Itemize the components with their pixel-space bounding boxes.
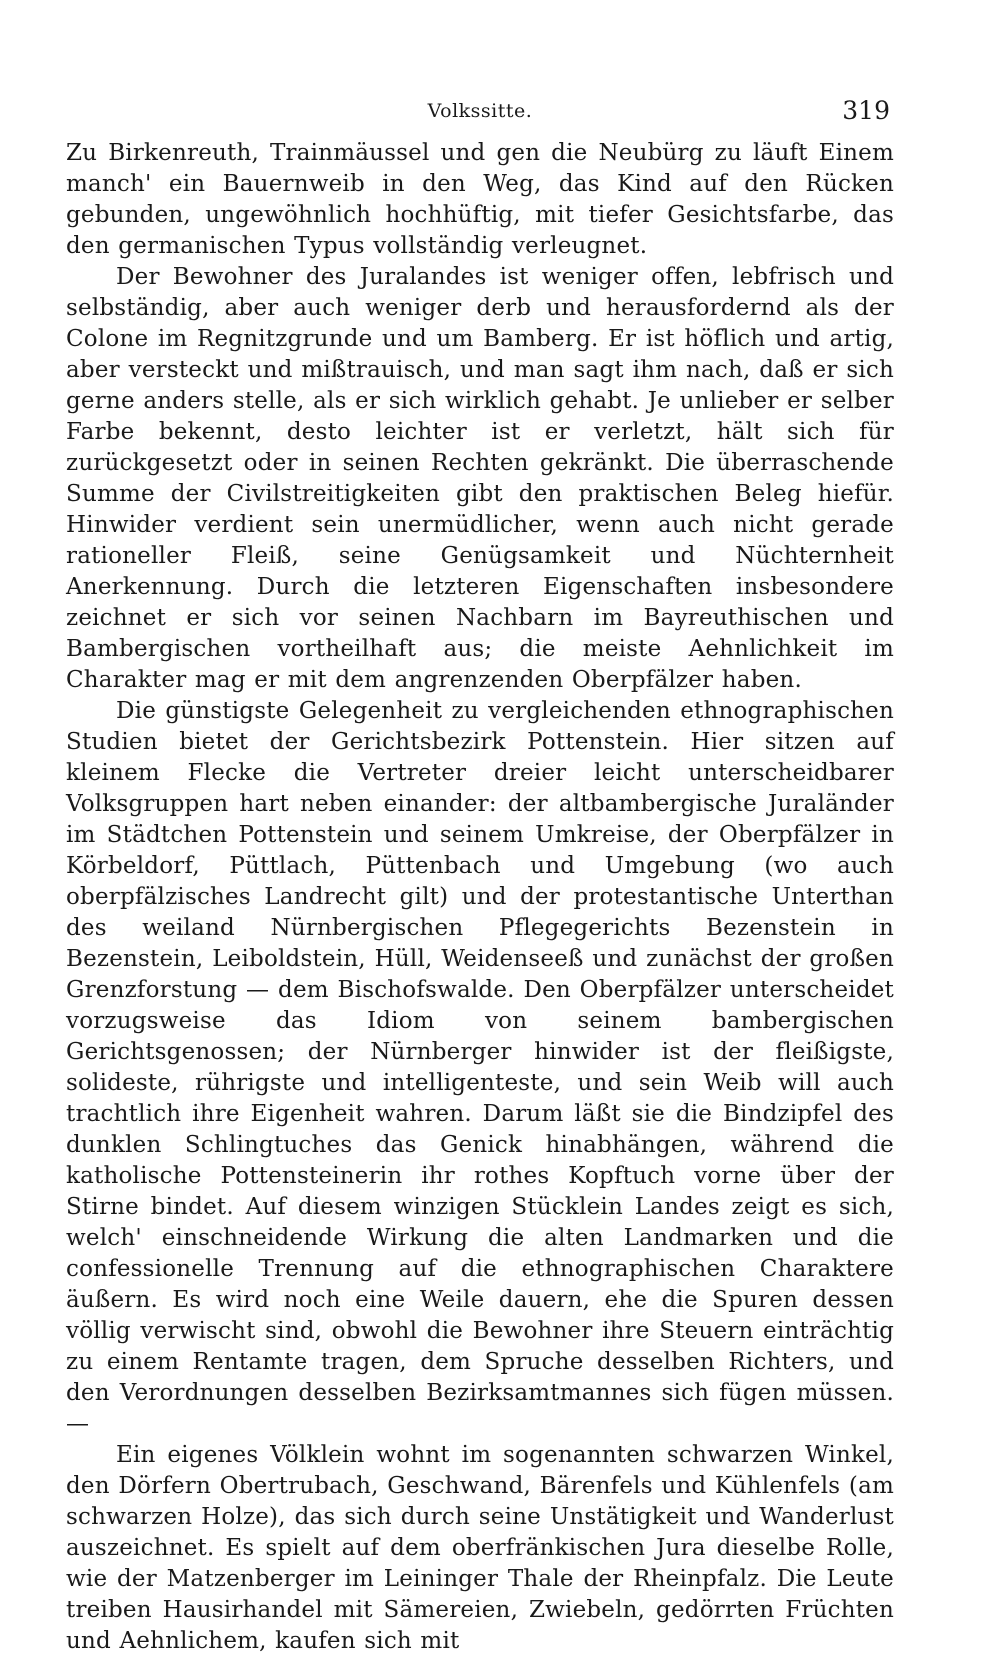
paragraph-2: Der Bewohner des Juralandes ist weniger offen, lebfrisch und selbständig, aber auch weniger derb und herausfordernd als der Colone im Regnitzgrunde und um Bamberg. Er ist höflich und artig, aber versteckt und mißtrauisch, und man sagt ihm nach, daß er sich gerne anders stelle, als er sich wirklich gehabt. Je unlieber er selber Farbe bekennt, desto leichter ist er verletzt, hält sich für zurückgesetzt oder in seinen Rechten gekränkt. Die überraschende Summe der Civilstreitigkeiten gibt den praktischen Beleg hiefür. Hinwider verdient sein unermüdlicher, wenn auch nicht gerade rationeller Fleiß, seine Genügsamkeit und Nüchternheit Anerkennung. Durch die letzteren Eigenschaften insbesondere zeichnet er sich vor seinen Nachbarn im Bayreuthischen und Bambergischen vortheilhaft aus; die meiste Aehnlichkeit im Charakter mag er mit dem angrenzenden Oberpfälzer haben. [66, 264, 894, 693]
paragraph-3: Die günstigste Gelegenheit zu vergleichenden ethnographischen Studien bietet der Gerichtsbezirk Pottenstein. Hier sitzen auf kleinem Flecke die Vertreter dreier leicht unterscheidbarer Volksgruppen hart neben einander: der altbambergische Juraländer im Städtchen Pottenstein und seinem Umkreise, der Oberpfälzer in Körbeldorf, Püttlach, Püttenbach und Umgebung (wo auch oberpfälzisches Landrecht gilt) und der protestantische Unterthan des weiland Nürnbergischen Pflegegerichts Bezenstein in Bezenstein, Leiboldstein, Hüll, Weidenseeß und zunächst der großen Grenzforstung — dem Bischofswalde. Den Oberpfälzer unterscheidet vorzugsweise das Idiom von seinem bambergischen Gerichtsgenossen; der Nürnberger hinwider ist der fleißigste, solideste, rührigste und intelligenteste, und sein Weib will auch trachtlich ihre Eigenheit wahren. Darum läßt sie die Bindzipfel des dunklen Schlingtuches das Genick hinabhängen, während die katholische Pottensteinerin ihr rothes Kopftuch vorne über der Stirne bindet. Auf diesem winzigen Stücklein Landes zeigt es sich, welch' einschneidende Wirkung die alten Landmarken und die confessionelle Trennung auf die ethnographischen Charaktere äußern. Es wird noch eine Weile dauern, ehe die Spuren dessen völlig verwischt sind, obwohl die Bewohner ihre Steuern einträchtig zu einem Rentamte tragen, dem Spruche desselben Richters, und den Verordnungen desselben Bezirksamtmannes sich fügen müssen. — [66, 698, 894, 1437]
paragraph-1: Zu Birkenreuth, Trainmäussel und gen die Neubürg zu läuft Einem manch' ein Bauernweib in den Weg, das Kind auf den Rücken gebunden, ungewöhnlich hochhüftig, mit tiefer Gesichtsfarbe, das den germanischen Typus vollständig verleugnet. [66, 140, 894, 259]
paragraph-4: Ein eigenes Völklein wohnt im sogenannten schwarzen Winkel, den Dörfern Obertrubach, Geschwand, Bärenfels und Kühlenfels (am schwarzen Holze), das sich durch seine Unstätigkeit und Wanderlust auszeichnet. Es spielt auf dem oberfränkischen Jura dieselbe Rolle, wie der Matzenberger im Leininger Thale der Rheinpfalz. Die Leute treiben Hausirhandel mit Sämereien, Zwiebeln, gedörrten Früchten und Aehnlichem, kaufen sich mit [66, 1442, 894, 1654]
body-text [66, 138, 894, 1657]
running-head: Volkssitte. [427, 100, 533, 122]
book-page [66, 96, 894, 1657]
page-number: 319 [842, 96, 890, 125]
page-header [66, 96, 894, 132]
